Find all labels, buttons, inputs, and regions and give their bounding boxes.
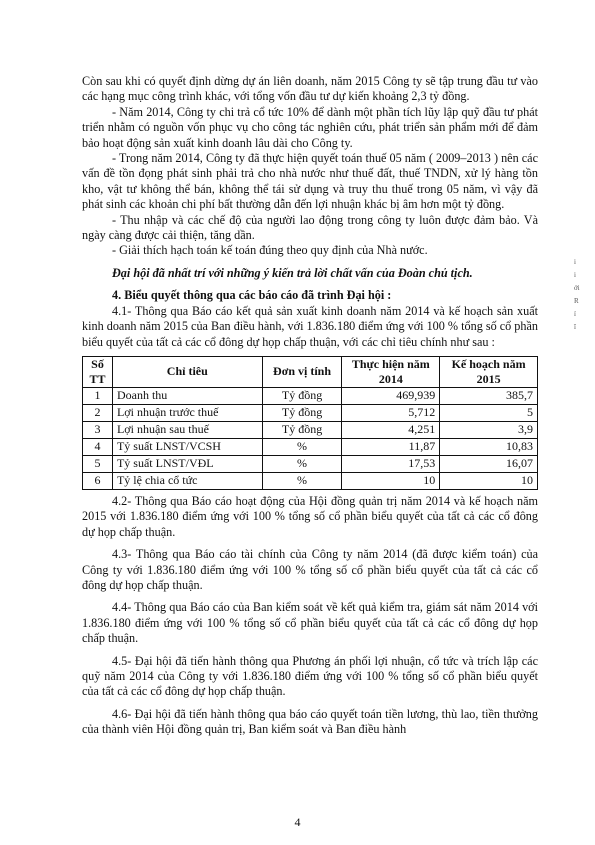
cell-indicator: Lợi nhuận sau thuế: [112, 421, 262, 438]
cell-stt: 2: [83, 404, 113, 421]
cell-indicator: Tỷ lệ chia cổ tức: [112, 472, 262, 489]
cell-indicator: Lợi nhuận trước thuế: [112, 404, 262, 421]
col-header-indicator: Chỉ tiêu: [112, 356, 262, 387]
margin-mark: R: [574, 297, 579, 305]
agreement-heading: Đại hội đã nhất trí với những ý kiến trả lời chất vấn của Đoàn chủ tịch.: [112, 265, 473, 280]
cell-stt: 1: [83, 387, 113, 404]
paragraph-employee-income: - Thu nhập và các chế độ của người lao động trong công ty luôn được đảm bảo. Và ngày càng được cải thiện, tăng dần.: [82, 212, 538, 243]
cell-plan: 3,9: [440, 421, 538, 438]
table-row: [83, 472, 538, 489]
document-page: [82, 74, 538, 738]
cell-plan: 10: [440, 472, 538, 489]
cell-unit: %: [262, 455, 342, 472]
table-header-row: [83, 356, 538, 387]
cell-unit: Tỷ đồng: [262, 421, 342, 438]
cell-actual: 5,712: [342, 404, 440, 421]
margin-mark: ới: [574, 284, 580, 292]
cell-indicator: Tỷ suất LNST/VĐL: [112, 455, 262, 472]
cell-plan: 16,07: [440, 455, 538, 472]
section-heading: 4. Biểu quyết thông qua các báo cáo đã trình Đại hội :: [112, 288, 392, 303]
paragraph-4-5: 4.5- Đại hội đã tiến hành thông qua Phương án phối lợi nhuận, cổ tức và trích lập các quỹ năm 2014 của Công ty với 1.836.180 điểm ứng với 100 % tổng số cổ phần biểu quyết của tất cả các cổ đông dự họp chấp thuận.: [82, 653, 538, 699]
cell-actual: 17,53: [342, 455, 440, 472]
margin-mark: í: [574, 310, 576, 318]
table-row: [83, 387, 538, 404]
paragraph-4-3: 4.3- Thông qua Báo cáo tài chính của Công ty năm 2014 (đã được kiểm toán) của Công ty với 1.836.180 điểm ứng với 100 % tổng số cổ phần biểu quyết của tất cả các cổ đông dự họp chấp thuận.: [82, 547, 538, 592]
paragraph-tax-settlement: - Trong năm 2014, Công ty đã thực hiện quyết toán thuế 05 năm ( 2009–2013 ) nên các vấn đề tồn đọng phát sinh phải trả cho nhà nước như thuế đất, thuế TNDN, xử lý hàng tồn kho, vật tư không thể bán, không thể tái sử dụng và truy thu thuế trong 05 năm, vì vậy đã phát sinh các khoản chi phí bất thường dẫn đến lợi nhuận khác bị âm hơn một tỷ đồng.: [82, 151, 538, 212]
table-row: [83, 438, 538, 455]
cell-actual: 4,251: [342, 421, 440, 438]
page-number: 4: [294, 815, 301, 829]
cell-stt: 5: [83, 455, 113, 472]
cell-stt: 3: [83, 421, 113, 438]
cell-stt: 6: [83, 472, 113, 489]
cell-unit: %: [262, 472, 342, 489]
table-row: [83, 455, 538, 472]
col-header-actual-2014: Thực hiện năm 2014: [342, 356, 440, 387]
cell-plan: 10,83: [440, 438, 538, 455]
cell-actual: 10: [342, 472, 440, 489]
margin-marks: [574, 256, 594, 334]
paragraph-accounting: - Giải thích hạch toán kế toán đúng theo quy định của Nhà nước.: [112, 243, 428, 258]
cell-indicator: Tỷ suất LNST/VCSH: [112, 438, 262, 455]
cell-plan: 385,7: [440, 387, 538, 404]
paragraph-4-2: 4.2- Thông qua Báo cáo hoạt động của Hội đồng quản trị năm 2014 và kế hoạch năm 2015 với 1.836.180 điểm ứng với 100 % tổng số cổ phần biểu quyết của tất cả các cổ đông dự họp chấp thuận.: [82, 493, 538, 539]
cell-stt: 4: [83, 438, 113, 455]
cell-actual: 469,939: [342, 387, 440, 404]
paragraph-4-6: 4.6- Đại hội đã tiến hành thông qua báo cáo quyết toán tiền lương, thù lao, tiền thưởng của thành viên Hội đồng quản trị, Ban kiểm soát và Ban điều hành: [82, 706, 538, 737]
cell-unit: Tỷ đồng: [262, 404, 342, 421]
col-header-plan-2015: Kế hoạch năm 2015: [440, 356, 538, 387]
paragraph-4-1: 4.1- Thông qua Báo cáo kết quả sản xuất kinh doanh năm 2014 và kế hoạch sản xuất kinh doanh năm 2015 của Ban điều hành, với 1.836.180 điểm ứng với 100 % tổng số cổ phần biểu quyết của tất cả các cổ đông dự họp chấp thuận, với các chỉ tiêu chính như sau :: [82, 303, 538, 349]
col-header-stt: Số TT: [83, 356, 113, 387]
cell-indicator: Doanh thu: [112, 387, 262, 404]
margin-mark: i: [574, 271, 576, 279]
cell-unit: %: [262, 438, 342, 455]
table-row: [83, 421, 538, 438]
cell-unit: Tỷ đồng: [262, 387, 342, 404]
paragraph-dividend: - Năm 2014, Công ty chi trả cổ tức 10% để dành một phần tích lũy lập quỹ đầu tư phát triển nhằm có nguồn vốn phục vụ cho công tác nghiên cứu, phát triển sản phẩm mới để đảm bảo hoạt động sản xuất kinh doanh lâu dài cho Công ty.: [82, 104, 538, 150]
cell-plan: 5: [440, 404, 538, 421]
margin-mark: i: [574, 258, 576, 266]
table-row: [83, 404, 538, 421]
paragraph-4-4: 4.4- Thông qua Báo cáo của Ban kiểm soát về kết quả kiểm tra, giám sát năm 2014 với 1.836.180 điểm ứng với 100 % tổng số cổ phần biểu quyết của tất cả các cổ đông dự họp chấp thuận.: [82, 600, 538, 646]
cell-actual: 11,87: [342, 438, 440, 455]
indicators-table: [82, 356, 538, 490]
paragraph-intro: Còn sau khi có quyết định dừng dự án liên doanh, năm 2015 Công ty sẽ tập trung đầu tư vào các hạng mục công trình khác, với tổng vốn đầu tư dự kiến khoảng 2,3 tỷ đồng.: [82, 74, 538, 104]
margin-mark: ĩ: [574, 323, 576, 331]
col-header-unit: Đơn vị tính: [262, 356, 342, 387]
